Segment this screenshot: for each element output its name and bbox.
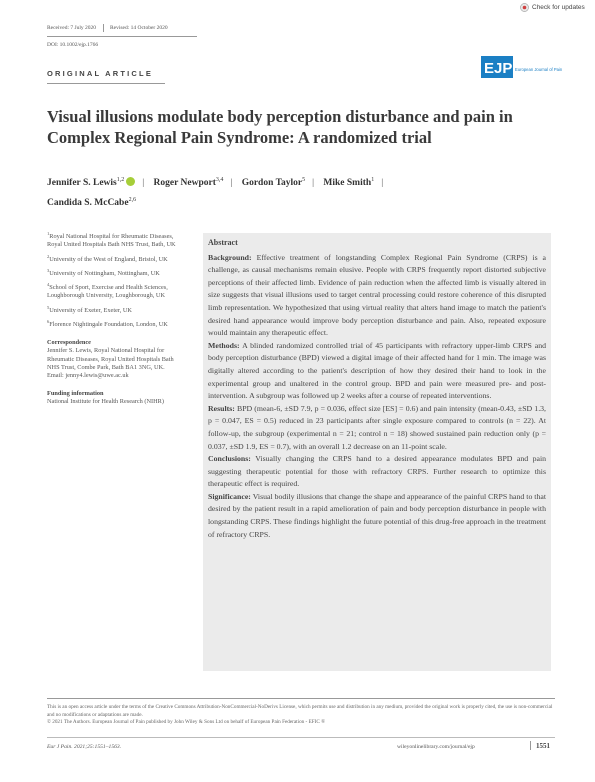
abstract-results: Results: BPD (mean-6, ±SD 7.9, p = 0.036, effect size [ES] = 0.6) and pain intensity (mean-0.43, ±SD 1.3, p = 0.047, ES = 0.5) reduced in 23 participants after single exposure compared to controls (n = 22). At follow-up, the subgroup (experimental n = 21; control n = 18) showed sustained pain reduction only (p = 0.037, ±SD 1.9, ES = 0.7), with an overall 1.2 decrease on an 11-point scale. xyxy=(208,403,546,451)
funding-text: National Institute for Health Research (NIHR) xyxy=(47,398,164,406)
correspondence-text: Jennifer S. Lewis, Royal National Hospital for Rheumatic Diseases, Royal United Hospitals Bath NHS Trust, Combe Park, Bath BA1 3NG, UK. xyxy=(47,347,174,371)
check-for-updates-button[interactable] xyxy=(520,0,595,14)
author-name[interactable]: Candida S. McCabe xyxy=(47,198,129,209)
abstract-heading: Abstract xyxy=(208,238,238,247)
page-divider xyxy=(530,741,531,750)
check-updates-icon xyxy=(520,3,529,12)
article-type: ORIGINAL ARTICLE xyxy=(47,69,154,78)
svg-text:EJP: EJP xyxy=(484,60,513,77)
funding-label: Funding information xyxy=(47,390,104,398)
author-name[interactable]: Mike Smith xyxy=(323,178,372,189)
footer-rule xyxy=(47,737,555,738)
correspondence-email[interactable]: Email: jenny4.lewis@uwe.ac.uk xyxy=(47,372,129,379)
revised-date: Revised: 14 October 2020 xyxy=(110,25,168,31)
affiliation: $^3$University of Nottingham, Nottingham, UK xyxy=(47,267,160,277)
author-list: Jennifer S. Lewis$^{1,2}$ | Roger Newport$^{3,4}$ | Gordon Taylor$^5$ | Mike Smith$^1$ | Candida S. McCabe$^{2,6}$ xyxy=(47,177,384,209)
doi[interactable]: DOI: 10.1002/ejp.1766 xyxy=(47,42,99,48)
abstract-background: Background: Effective treatment of longstanding Complex Regional Pain Syndrome (CRPS) is a challenge, as causal mechanisms remain elusive. People with CRPS frequently report distorted subjective perceptions of their affected limb. Evidence of pain reduction when the affected limb is visually altered in size suggests that visual illusions used to target central processing could restore coherence of this disrupted limb representation. We hypothesized that using virtual reality that alters hand image to match the patient's desired hand appearance would improve body perception disturbance and pain. Also, repeated exposure would maintain any therapeutic effect. xyxy=(208,252,547,338)
affiliation: $^6$Florence Nightingale Foundation, London, UK xyxy=(47,318,168,328)
abstract-conclusions: Conclusions: Visually changing the CRPS hand to a desired appearance modulates BPD and pain suggesting therapeutic potential for those with refractory CRPS. Further research to optimize this therapeutic effect is required. xyxy=(208,454,547,489)
footer-top-rule xyxy=(47,698,555,699)
header-rule xyxy=(47,36,197,37)
affiliation: $^2$University of the West of England, Bristol, UK xyxy=(47,253,168,263)
page-number: 1551 xyxy=(536,742,550,750)
affiliations-column xyxy=(47,230,187,407)
affiliation: $^4$School of Sport, Exercise and Health Sciences, Loughborough University, Loughborough, UK xyxy=(47,282,168,300)
citation: Eur J Pain. 2021;25:1551–1563. xyxy=(47,744,122,750)
journal-logo xyxy=(481,56,563,84)
correspondence-label: Correspondence xyxy=(47,339,91,347)
author-name[interactable]: Gordon Taylor xyxy=(241,178,303,189)
affiliation: $^1$Royal National Hospital for Rheumatic Diseases, Royal United Hospitals Bath NHS Trust, Bath, UK xyxy=(47,231,176,249)
author-name[interactable]: Jennifer S. Lewis xyxy=(47,178,117,189)
abstract-significance: Significance: Visual bodily illusions that change the shape and appearance of the painful CRPS hand to that desired by the patient result in a rapid amelioration of pain and body perception disturbance in people with longstanding CRPS. These findings highlight the future potential of this drug-free approach in the treatment of refractory CRPS. xyxy=(208,491,547,539)
date-divider xyxy=(103,24,104,32)
article-title: Visual illusions modulate body perception disturbance and pain in Complex Regional Pain Syndrome: A randomized trial xyxy=(47,107,513,147)
journal-url[interactable]: wileyonlinelibrary.com/journal/ejp xyxy=(397,744,475,750)
orcid-icon[interactable] xyxy=(126,177,135,186)
article-type-rule xyxy=(47,83,165,84)
abstract-methods: Methods: A blinded randomized controlled trial of 45 participants with refractory upper-limb CRPS and body perception disturbance (BPD) viewed a digital image of their affected hand for 1 min. The image was digitally altered according to the patient's description of how they desired their hand to look in the experimental group and unaltered in the control group. BPD and pain were measured pre- and post-intervention. A subgroup was followed up 2 weeks after a course of repeated interventions. xyxy=(208,340,546,401)
abstract xyxy=(208,237,546,541)
affiliation: $^5$University of Exeter, Exeter, UK xyxy=(47,304,132,314)
received-date: Received: 7 July 2020 xyxy=(47,25,97,31)
check-updates-label: Check for updates xyxy=(532,3,585,11)
svg-text:European Journal of Pain: European Journal of Pain xyxy=(515,67,563,72)
license-note: This is an open access article under the terms of the Creative Commons Attribution-NonCommercial-NoDerivs License, which permits use and distribution in any medium, provided the original work is properly cited, the use is non-commercial and no modifications or adaptations are made. © 2021 The Authors. European Journal of Pain published by John Wiley & Sons Ltd on behalf of European Pain Federation - EFIC ® xyxy=(47,704,553,725)
author-name[interactable]: Roger Newport xyxy=(153,178,216,189)
